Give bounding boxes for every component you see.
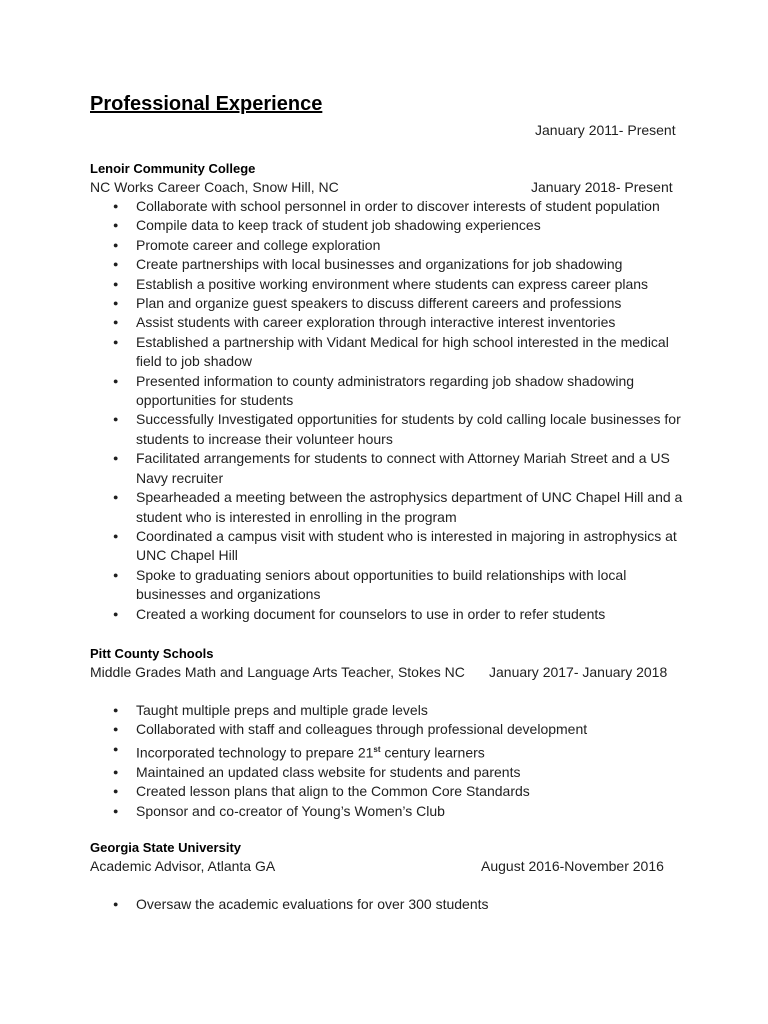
list-item: ● Maintained an updated class website for students and parents — [90, 763, 684, 782]
list-item: ● Incorporated technology to prepare 21st century learners — [90, 740, 684, 763]
job-section-lenoir — [90, 159, 690, 624]
role-title: NC Works Career Coach, Snow Hill, NC — [90, 179, 339, 195]
bullet-icon: ● — [113, 239, 119, 250]
bullet-icon: ● — [113, 453, 119, 464]
bullet-icon: ● — [113, 530, 119, 541]
list-item: ● Created a working document for counselors to use in order to refer students — [90, 605, 684, 624]
list-item: ● Sponsor and co-creator of Young’s Women’s Club — [90, 802, 684, 821]
list-item: ● Plan and organize guest speakers to discuss different careers and professions — [90, 294, 684, 313]
bullet-list — [90, 197, 690, 624]
bullet-icon: ● — [113, 259, 119, 270]
role-date: January 2018- Present — [531, 179, 673, 195]
role-date: August 2016-November 2016 — [481, 858, 664, 874]
bullet-icon: ● — [113, 608, 119, 619]
list-item: ● Spearheaded a meeting between the astrophysics department of UNC Chapel Hill and a student who is interested in enrolling in the program — [113, 489, 683, 525]
list-item: ● Presented information to county administrators regarding job shadow shadowing opportunities for students — [113, 372, 635, 409]
bullet-icon: ● — [113, 492, 119, 503]
bullet-list — [90, 701, 690, 821]
list-item: ● Coordinated a campus visit with student who is interested in majoring in astrophysics at UNC Chapel Hill — [113, 527, 677, 564]
list-item: ● Created lesson plans that align to the Common Core Standards — [90, 782, 684, 801]
bullet-icon: ● — [113, 766, 119, 777]
role-line — [90, 857, 690, 876]
bullet-icon: ● — [113, 724, 119, 735]
role-title: Academic Advisor, Atlanta GA — [90, 858, 276, 874]
bullet-icon: ● — [113, 899, 119, 909]
bullet-icon: ● — [113, 220, 119, 231]
bullet-list — [90, 895, 690, 914]
bullet-icon: ● — [113, 298, 119, 309]
bullet-icon: ● — [113, 569, 119, 580]
bullet-icon: ● — [113, 805, 119, 816]
page-title: Professional Experience — [90, 93, 323, 115]
list-item: ● Assist students with career exploration through interactive interest inventories — [90, 313, 684, 332]
list-item: ● Compile data to keep track of student job shadowing experiences — [90, 216, 684, 235]
bullet-icon: ● — [113, 317, 119, 328]
list-item: ● Promote career and college exploration — [90, 236, 684, 255]
bullet-icon: ● — [113, 786, 119, 797]
bullet-icon: ● — [113, 414, 119, 425]
bullet-icon: ● — [113, 705, 119, 715]
job-section-georgia-state — [90, 838, 690, 914]
list-item: ● Established a partnership with Vidant Medical for high school interested in the medical field to job shadow — [113, 333, 669, 370]
bullet-icon: ● — [113, 375, 119, 386]
organization-name: Pitt County Schools — [90, 646, 214, 661]
list-item: ● Taught multiple preps and multiple grade levels — [90, 701, 684, 720]
role-date: January 2017- January 2018 — [489, 664, 668, 680]
list-item: ● Collaborate with school personnel in order to discover interests of student population — [90, 197, 684, 216]
list-item: ● Create partnerships with local businesses and organizations for job shadowing — [90, 255, 684, 274]
overall-date: January 2011- Present — [535, 122, 676, 138]
bullet-icon: ● — [113, 201, 119, 211]
role-title: Middle Grades Math and Language Arts Teacher, Stokes NC — [90, 664, 465, 680]
organization-name: Georgia State University — [90, 840, 241, 855]
list-item: ● Establish a positive working environment where students can express career plans — [90, 275, 684, 294]
role-line — [90, 663, 690, 682]
role-line — [90, 178, 690, 197]
list-item: ● Collaborated with staff and colleagues through professional development — [90, 720, 684, 739]
bullet-icon: ● — [113, 278, 119, 289]
list-item: ● Facilitated arrangements for students to connect with Attorney Mariah Street and a US Navy recruiter — [113, 450, 670, 486]
bullet-icon: ● — [113, 743, 119, 754]
bullet-icon: ● — [113, 336, 119, 347]
list-item: ● Successfully Investigated opportunities for students by cold calling locale businesses for students to increase their volunteer hours — [113, 411, 681, 447]
job-section-pitt — [90, 644, 690, 821]
list-item: ● Oversaw the academic evaluations for over 300 students — [90, 895, 684, 914]
organization-name: Lenoir Community College — [90, 161, 256, 176]
list-item: ● Spoke to graduating seniors about opportunities to build relationships with local businesses and organizations — [113, 566, 627, 603]
